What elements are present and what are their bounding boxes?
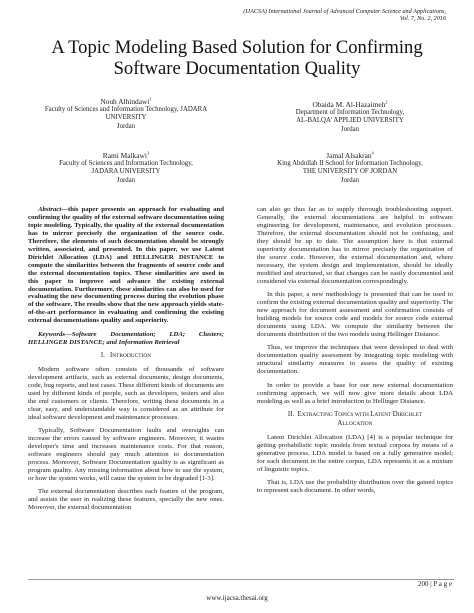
abstract [28,206,224,325]
journal-header [146,8,446,23]
paragraph: In order to provide a base for our new external documentation confirming approach, we will now give more details about LDA modeling as well as a brief introduction to Hellinger Distance. [257,381,453,405]
paragraph: Modern software often consists of thousands of software development artifacts, such as external documents, design documents, code, bug reports, and test cases. These different kinds of documents are used by different kinds of people, such as developers, testers and also the end customers or clients. Therefore, writing these documents in a clear, easy, and understandable way is considered as an attribute for ideal software development and maintenance processes. [28,365,224,421]
author-name: Obaida M. Al-Hazaimeh$^2$ [312,99,388,109]
title-line-2: Software Documentation Quality [113,58,361,79]
author-affiliation: THE UNIVERSITY OF JORDAN [302,168,398,176]
paragraph: can also go thus far as to supply thorough troubleshooting support. Generally, the external documentations are helpful in software engineering for development, maintenance, and evolution processes. Therefore, the external documentation should not be confusing, and they should be up to date. The assumption here is that external superiority documentation has to mirror precisely the organization of the source code. However, the external documentation and, where necessary, the system design and implementation, should be ideally modified and structured, so that changes can be easily documented and considered via external documentation correspondingly. [257,206,453,285]
author-name: Nouh Alhindawi$^1$ [100,96,152,106]
paragraph: That is, LDA use the probability distribution over the gained topics to represent each document. In other words, [257,479,453,495]
author-affiliation: Jordan [116,176,136,184]
author-block-1 [28,98,224,131]
author-affiliation: Faculty of Sciences and Information Technology, [59,160,193,168]
right-column [257,206,453,501]
footer-divider [28,579,454,580]
author-affiliation: Jordan [116,122,136,130]
paragraph: Typically, Software Documentation faults and oversights can increase the errors caused by software engineers. Moreover, it wastes developer's time and increases maintenance costs. For that reason, software engineers should pay much attention to documentation process. Moreover, Software Documentation quality is as significant as program quality. Any missing information about how to use the system, or how the system works, will cause the system to be degraded [1-3]. [28,427,224,482]
title-line-1: A Topic Modeling Based Solution for Confirming [51,37,423,58]
section-heading-introduction: I. INTRODUCTION [100,352,152,360]
author-affiliation: King Abdullah II School for Information Technology, [277,160,423,168]
author-name: Rami Malkawi$^3$ [102,150,150,160]
paragraph: Latent Dirichlet Allocation (LDA) [4] is a popular technique for getting probabilistic topic models from textual corpora by means of a generative process. LDA model is based on a fully generative model; for each document in the entire corpus, LDA represents it as a mixture of linguistic topics. [257,433,453,473]
author-block-2 [250,101,450,134]
abstract-body: —this paper presents an approach for evaluating and confirming the quality of the external software documentation using topic modeling. Typically, the quality of the external documentation has to mirror precisely the organization of the source code. Therefore, the elements of such documentation should be strongly written, associated, and presented. In this paper, we use Latent Dirichlet Allocation (LDA) and HELLINGER DISTANCE to compute the similarities between the fragments of source code and the external documentation topics. These similarities are used in this paper to improve and advance the existing external documentation. Furthermore, these similarities can also be used for evaluating the new documenting process during the evolution phase of the software. The results show that the new approach yields state-of-the-art performance in evaluating and confirming the existing external documentations quality and superiority. [28,206,224,325]
abstract-lead: Abstract [38,206,62,213]
author-affiliation: UNIVERSITY [105,114,147,122]
journal-url[interactable]: www.ijacsa.thesai.org [206,594,268,602]
section-heading-lda: II. EXTRACTING TOPICS WITH LATENT DIRICHLET ALLOCATION [287,411,423,428]
author-affiliation: Department of Information Technology, [295,109,405,117]
author-affiliation: Jordan [340,176,360,184]
page-number: 200 | P a g e [418,580,452,588]
author-name: Jamal Alsakran$^4$ [326,150,374,160]
author-block-4 [250,152,450,185]
author-block-3 [28,152,224,185]
journal-volume: Vol. 7, No. 2, 2016 [399,15,446,23]
paper-title [20,37,454,79]
author-affiliation: Faculty of Sciences and Information Technology, JADARA [44,106,208,114]
journal-name: (IJACSA) International Journal of Advanced Computer Science and Applications, [243,8,446,15]
author-affiliation: JADARA UNIVERSITY [91,168,161,176]
author-affiliation: Jordan [340,125,360,133]
left-column [28,206,224,518]
paragraph: The external documentation describes each feature of the program, and assists the user in realizing these features, specially the new ones. Moreover, the external documentation [28,488,224,512]
keywords: Keywords—Software Documentation; LDA; Clusters; HELLINGER DISTANCE; and Information Retrieval [28,330,224,346]
author-affiliation: AL-BALQA' APPLIED UNIVERSITY [296,117,404,125]
paragraph: Thus, we improve the techniques that were developed to deal with documentation quality assessment by integrating topic modeling with structural similarity measures to assess the quality of existing documentation. [257,344,453,376]
paragraph: In this paper, a new methodology is presented that can be used to confirm the existing external documentation quality and superiority. The new approach for document assessment and confirmation consists of building models for source code and models for source code external documents using LDA. We compute the similarity between the documents distribution of the two models using Hellinger Distance. [257,291,453,338]
